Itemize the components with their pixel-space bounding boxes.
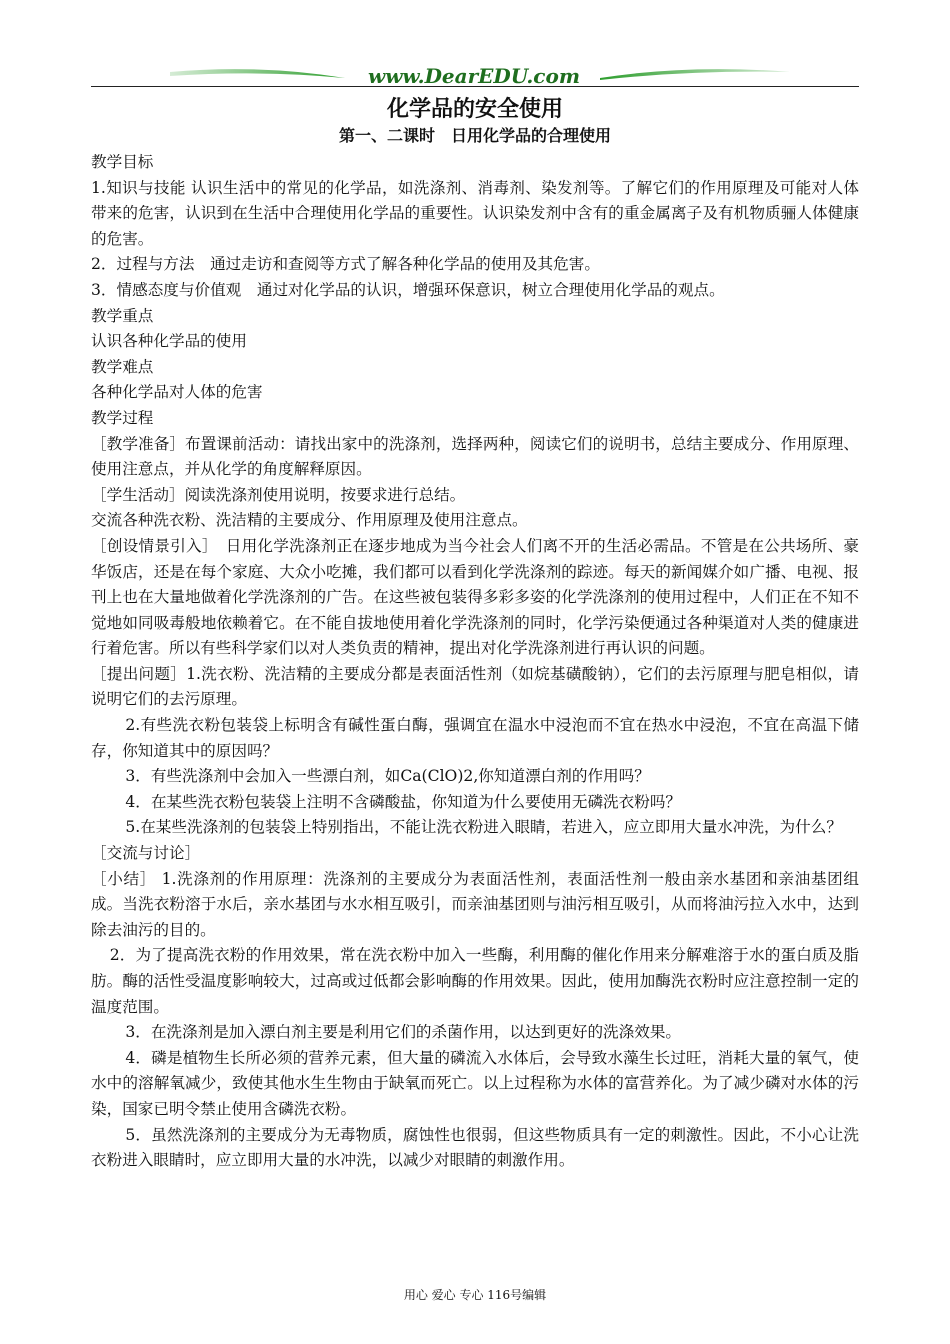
paragraph: 教学过程 [91,408,154,427]
page-footer: 用心 爱心 专心 116号编辑 [403,1288,547,1302]
paragraph: ［教学准备］布置课前活动：请找出家中的洗涤剂，选择两种，阅读它们的说明书，总结主要成分、作用原理、使用注意点，并从化学的角度解释原因。 [91,434,859,479]
paragraph: 4．在某些洗衣粉包装袋上注明不含磷酸盐，你知道为什么要使用无磷洗衣粉吗？ [125,792,682,811]
paragraph: ［创设情景引入］ 日用化学洗涤剂正在逐步地成为当今社会人们离不开的生活必需品。不管是在公共场所、豪华饭店，还是在每个家庭、大众小吃摊，我们都可以看到化学洗涤剂的踪迹。每天的新闻媒介如广播、电视、报刊上也在大量地做着化学洗涤剂的广告。在这些被包装得多彩多姿的化学洗涤剂的使用过程中，人们正在不知不觉地如同吸毒般地依赖着它。在不能自拔地使用着化学洗涤剂的同时，化学污染便通过各种渠道对人类的健康进行着危害。所以有些科学家们以对人类负责的精神，提出对化学洗涤剂进行再认识的问题。 [91,536,859,658]
paragraph-list [91,150,859,1174]
paragraph: ［交流与讨论］ [91,844,201,863]
paragraph: 各种化学品对人体的危害 [91,383,263,402]
paragraph: 1.知识与技能 认识生活中的常见的化学品，如洗涤剂、消毒剂、染发剂等。了解它们的作用原理及可能对人体带来的危害，认识到在生活中合理使用化学品的重要性。认识染发剂中含有的重金属离子及有机物质骊人体健康的危害。 [91,178,859,248]
paragraph: 5.在某些洗涤剂的包装袋上特别指出，不能让洗衣粉进入眼睛，若进入，应立即用大量水冲洗，为什么？ [125,818,842,837]
dearedu-logo [0,58,950,94]
paragraph: 2．过程与方法 通过走访和查阅等方式了解各种化学品的使用及其危害。 [91,255,600,274]
paragraph: 教学目标 [91,153,154,171]
paragraph: 认识各种化学品的使用 [91,332,247,351]
paragraph: 3．在洗涤剂是加入漂白剂主要是利用它们的杀菌作用，以达到更好的洗涤效果。 [125,1023,682,1042]
paragraph: 5．虽然洗涤剂的主要成分为无毒物质，腐蚀性也很弱，但这些物质具有一定的刺激性。因此，不小心让洗衣粉进入眼睛时，应立即用大量的水冲洗，以减少对眼睛的刺激作用。 [91,1125,859,1170]
paragraph: ［小结］ 1.洗涤剂的作用原理：洗涤剂的主要成分为表面活性剂，表面活性剂一般由亲水基团和亲油基团组成。当洗衣粉溶于水后，亲水基团与水水相互吸引，而亲油基团则与油污相互吸引，从而将油污拉入水中，达到除去油污的目的。 [91,869,859,939]
paragraph: ［提出问题］1.洗衣粉、洗洁精的主要成分都是表面活性剂（如烷基磺酸钠），它们的去污原理与肥皂相似，请说明它们的去污原理。 [91,664,859,709]
document-body [91,94,859,1174]
logo-text: www.DearEDU.com [367,64,581,88]
paragraph: 2．为了提高洗衣粉的作用效果，常在洗衣粉中加入一些酶，利用酶的催化作用来分解难溶于水的蛋白质及脂肪。酶的活性受温度影响较大，过高或过低都会影响酶的作用效果。因此，使用加酶洗衣粉时应注意控制一定的温度范围。 [91,946,859,1016]
header-rule [91,86,859,87]
paragraph: 教学难点 [91,357,154,376]
paragraph: 交流各种洗衣粉、洗洁精的主要成分、作用原理及使用注意点。 [91,511,528,530]
paragraph: 3．情感态度与价值观 通过对化学品的认识，增强环保意识，树立合理使用化学品的观点。 [91,280,725,299]
logo-left-swoosh [170,69,345,78]
page-subtitle: 第一、二课时 日用化学品的合理使用 [338,126,611,145]
paragraph: 4．磷是植物生长所必须的营养元素，但大量的磷流入水体后，会导致水藻生长过旺，消耗大量的氧气，使水中的溶解氧减少，致使其他水生生物由于缺氧而死亡。以上过程称为水体的富营养化。为了减少磷对水体的污染，国家已明令禁止使用含磷洗衣粉。 [91,1048,859,1118]
paragraph: 2.有些洗衣粉包装袋上标明含有碱性蛋白酶，强调宜在温水中浸泡而不宜在热水中浸泡，不宜在高温下储存，你知道其中的原因吗？ [91,716,859,760]
paragraph: ［学生活动］阅读洗涤剂使用说明，按要求进行总结。 [91,485,466,504]
paragraph: 教学重点 [91,306,154,325]
logo-right-swoosh [600,69,790,80]
paragraph: 3．有些洗涤剂中会加入一些漂白剂，如Ca(ClO)2,你知道漂白剂的作用吗？ [125,767,650,786]
page-title: 化学品的安全使用 [386,96,563,122]
